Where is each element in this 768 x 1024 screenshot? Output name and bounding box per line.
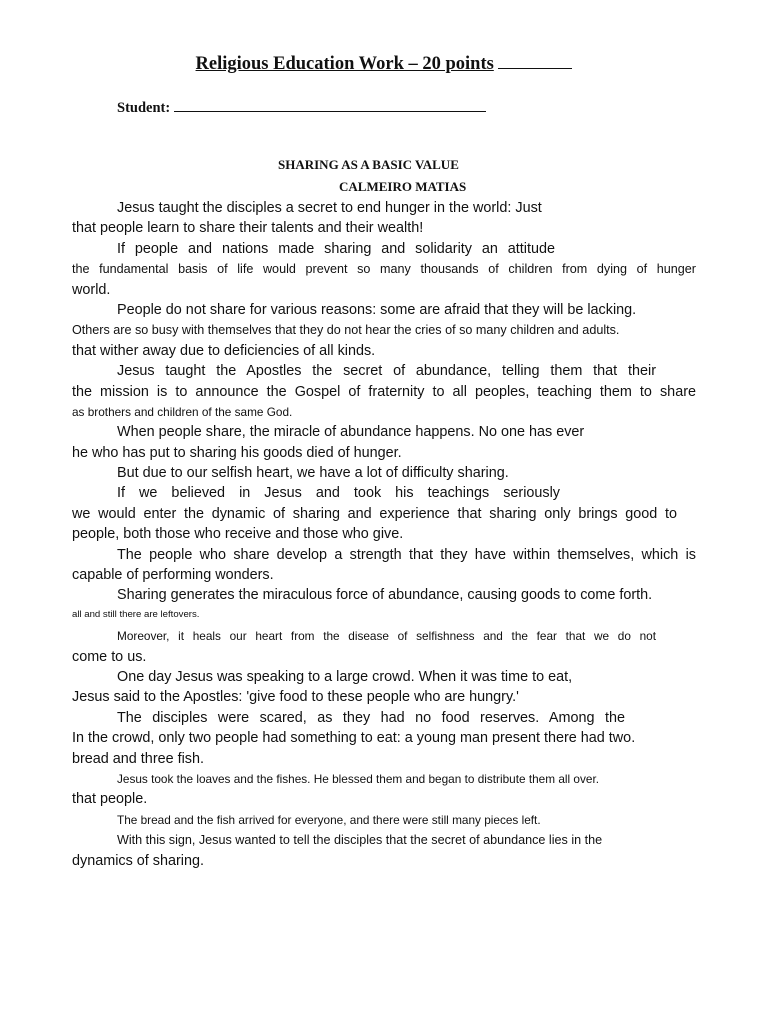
student-label: Student: [117, 100, 171, 116]
student-field [117, 97, 486, 117]
text-line: that people learn to share their talents and their wealth! [72, 220, 424, 237]
text-line: Sharing generates the miraculous force of abundance, causing goods to come forth. [117, 587, 653, 604]
text-line: bread and three fish. [72, 750, 205, 767]
text-line: the fundamental basis of life would prevent so many thousands of children from dying of hunger [72, 262, 696, 277]
text-line: Jesus taught the Apostles the secret of abundance, telling them that their [117, 363, 656, 380]
document-title-text: Religious Education Work – 20 points [195, 54, 494, 74]
section-heading: SHARING AS A BASIC VALUE [278, 157, 459, 172]
text-line: that wither away due to deficiencies of all kinds. [72, 342, 376, 359]
text-line: we would enter the dynamic of sharing and experience that sharing only brings good to [72, 505, 677, 522]
text-line: all and still there are leftovers. [72, 608, 200, 620]
text-line: Jesus taught the disciples a secret to end hunger in the world: Just [117, 200, 542, 216]
document-title [0, 52, 768, 75]
body-text [72, 198, 696, 871]
text-line: The disciples were scared, as they had no food reserves. Among the [117, 709, 625, 726]
document-title-blank-line [498, 52, 572, 69]
text-line: Jesus took the loaves and the fishes. He blessed them and began to distribute them all over. [117, 771, 599, 786]
text-line: The people who share develop a strength that they have within themselves, which is [117, 546, 696, 563]
text-line: But due to our selfish heart, we have a lot of difficulty sharing. [117, 465, 509, 482]
text-line: world. [72, 281, 111, 298]
text-line: With this sign, Jesus wanted to tell the disciples that the secret of abundance lies in the [117, 833, 603, 848]
text-line: Jesus said to the Apostles: 'give food to these people who are hungry.' [72, 689, 519, 706]
text-line: If we believed in Jesus and took his teachings seriously [117, 485, 560, 502]
text-line: that people. [72, 791, 148, 808]
text-line: he who has put to sharing his goods died of hunger. [72, 444, 402, 461]
student-name-line [174, 97, 486, 112]
text-line: capable of performing wonders. [72, 567, 274, 584]
text-line: come to us. [72, 648, 147, 665]
text-line: Others are so busy with themselves that they do not hear the cries of so many children and adults. [72, 323, 620, 338]
text-line: Moreover, it heals our heart from the disease of selfishness and the fear that we do not [117, 629, 656, 644]
text-line: dynamics of sharing. [72, 852, 204, 869]
text-line: If people and nations made sharing and solidarity an attitude [117, 240, 555, 257]
text-line: When people share, the miracle of abundance happens. No one has ever [117, 424, 585, 441]
text-line: In the crowd, only two people had something to eat: a young man present there had two. [72, 730, 636, 747]
text-line: One day Jesus was speaking to a large crowd. When it was time to eat, [117, 668, 573, 685]
text-line: people, both those who receive and those who give. [72, 526, 404, 543]
text-line: People do not share for various reasons: some are afraid that they will be lacking. [117, 301, 637, 318]
text-line: The bread and the fish arrived for everyone, and there were still many pieces left. [117, 812, 541, 827]
text-line: as brothers and children of the same God. [72, 404, 293, 419]
author-name: CALMEIRO MATIAS [339, 179, 467, 194]
text-line: the mission is to announce the Gospel of fraternity to all peoples, teaching them to share [72, 383, 696, 400]
